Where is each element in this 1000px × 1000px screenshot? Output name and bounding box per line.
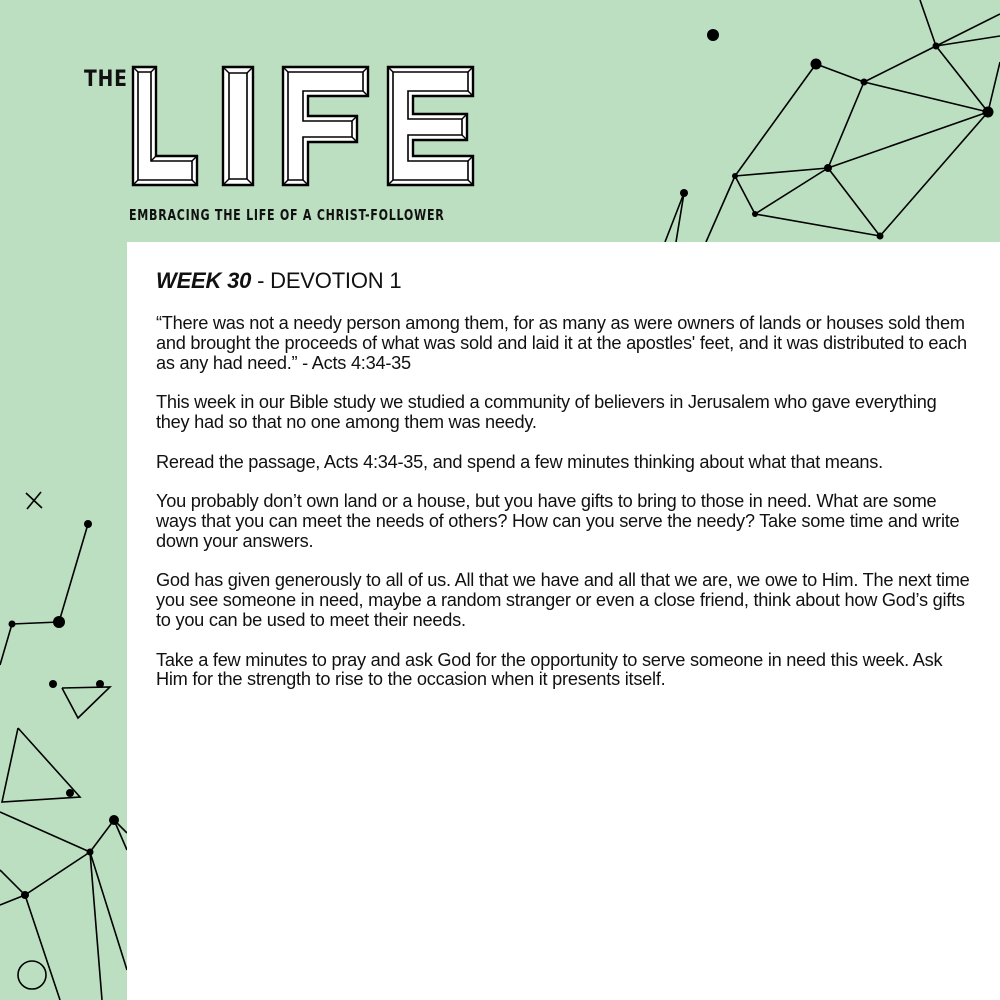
heading-separator: - — [251, 268, 271, 293]
devotion-paragraph: This week in our Bible study we studied a community of believers in Jerusalem who gave everything they had so that no one among them was needy. — [156, 392, 937, 432]
devotion-paragraph: God has given generously to all of us. All that we have and all that we are, we owe to Him. The next time you see someone in need, maybe a random stranger or even a close friend, think about how God’s gifts to you can be used to meet their needs. — [156, 570, 970, 630]
scripture-quote: “There was not a needy person among them, for as many as were owners of lands or houses sold them and brought the proceeds of what was sold and laid it at the apostles' feet, and it was distributed to each as any had need.” - Acts 4:34-35 — [156, 313, 967, 373]
tagline: EMBRACING THE LIFE OF A CHRIST-FOLLOWER — [129, 206, 445, 224]
devotion-paragraph: Take a few minutes to pray and ask God for the opportunity to serve someone in need this week. Ask Him for the strength to rise to the occasion when it presents itself. — [156, 649, 943, 690]
devotion-content — [156, 268, 971, 710]
logo-prefix: THE — [84, 67, 128, 92]
constellation-decoration-top — [560, 0, 1000, 242]
devotion-heading — [156, 268, 971, 294]
week-label: WEEK 30 — [156, 268, 252, 293]
devotion-label: DEVOTION 1 — [270, 268, 402, 293]
devotion-panel — [127, 242, 1000, 1000]
devotion-paragraph: Reread the passage, Acts 4:34-35, and spend a few minutes thinking about what that means. — [156, 451, 883, 472]
constellation-decoration-left — [0, 470, 130, 1000]
life-logo — [130, 64, 476, 188]
devotion-paragraph: You probably don’t own land or a house, but you have gifts to bring to those in need. What are some ways that you can meet the needs of others? How can you serve the needy? Take some time and write down your answers. — [156, 491, 960, 551]
